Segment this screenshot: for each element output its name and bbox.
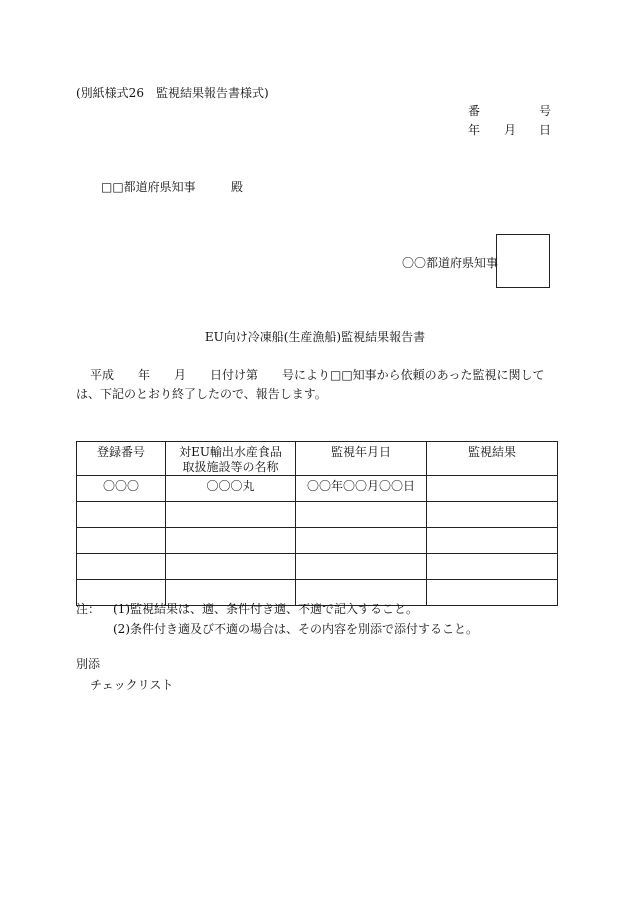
number-label-right: 号 [539, 104, 552, 118]
number-label-left: 番 [468, 104, 481, 118]
cell: 〇〇年〇〇月〇〇日 [296, 476, 427, 502]
body-line-1: 平成 年 月 日付け第 号により□□知事から依頼のあった監視に関して [90, 368, 545, 382]
table-row [77, 528, 558, 554]
header-inspection-date: 監視年月日 [296, 442, 427, 476]
header-inspection-result: 監視結果 [427, 442, 558, 476]
form-label: (別紙様式26 監視結果報告書様式) [76, 86, 269, 100]
cell [77, 554, 166, 580]
cell [427, 528, 558, 554]
cell [427, 476, 558, 502]
seal-box [496, 234, 550, 288]
date-year: 年 [468, 123, 481, 137]
attachment-item: チェックリスト [90, 678, 174, 692]
cell [77, 528, 166, 554]
notes-label: 注： [76, 602, 101, 616]
date-month: 月 [504, 123, 517, 137]
addressee-honorific: 殿 [231, 180, 244, 194]
body-line-2: は、下記のとおり終了したので、報告します。 [76, 387, 327, 401]
cell [166, 554, 296, 580]
note-1: (1)監視結果は、適、条件付き適、不適で記入すること。 [113, 602, 419, 616]
attachment-label: 別添 [76, 657, 101, 671]
cell [427, 580, 558, 606]
cell: 〇〇〇丸 [166, 476, 296, 502]
report-table [76, 441, 558, 606]
cell [166, 528, 296, 554]
cell: 〇〇〇 [77, 476, 166, 502]
sender-name: 〇〇都道府県知事 [402, 256, 499, 270]
header-registration-number: 登録番号 [77, 442, 166, 476]
cell [427, 554, 558, 580]
cell [296, 502, 427, 528]
date-day: 日 [539, 123, 552, 137]
cell [77, 502, 166, 528]
addressee-name: □□都道府県知事 [101, 180, 196, 194]
table-row [77, 502, 558, 528]
cell [296, 528, 427, 554]
document-title: EU向け冷凍船(生産漁船)監視結果報告書 [204, 330, 426, 344]
table-header-row [77, 442, 558, 476]
cell [296, 554, 427, 580]
table-row [77, 554, 558, 580]
cell [166, 502, 296, 528]
header-facility-name: 対EU輸出水産食品 取扱施設等の名称 [166, 442, 296, 476]
cell [427, 502, 558, 528]
note-2: (2)条件付き適及び不適の場合は、その内容を別添で添付すること。 [113, 622, 479, 636]
table-row [77, 476, 558, 502]
